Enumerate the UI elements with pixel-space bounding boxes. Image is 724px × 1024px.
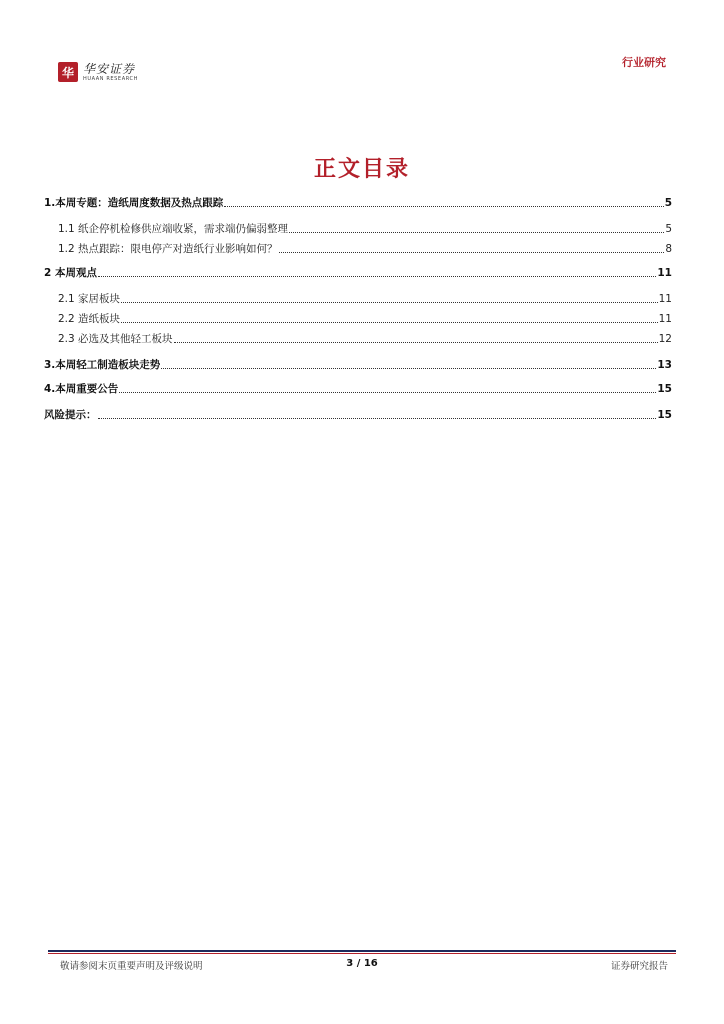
- toc-entry-label: 2.1 家居板块: [58, 293, 121, 305]
- toc-entry-label: 4.本周重要公告: [44, 383, 119, 395]
- toc-dot-leader: [121, 312, 658, 323]
- toc-entry-page: 11: [658, 293, 672, 305]
- toc-dot-leader: [279, 242, 665, 253]
- toc-entry[interactable]: [58, 222, 672, 236]
- toc-entry-label: 2.3 必选及其他轻工板块: [58, 333, 173, 345]
- toc-entry-page: 11: [658, 313, 672, 325]
- toc-entry-page: 11: [657, 267, 672, 279]
- footer-divider-accent: [48, 953, 676, 954]
- toc-entry[interactable]: [58, 242, 672, 256]
- toc-dot-leader: [174, 332, 658, 343]
- toc-entry-label: 2 本周观点: [44, 267, 97, 279]
- toc-entry[interactable]: [44, 382, 672, 396]
- toc-entry[interactable]: [44, 266, 672, 280]
- toc-entry-label: 1.2 热点跟踪：限电停产对造纸行业影响如何？: [58, 243, 278, 255]
- logo-text: [83, 62, 138, 83]
- toc-entry-label: 风险提示：: [44, 409, 97, 421]
- toc-dot-leader: [98, 266, 656, 277]
- toc-entry-label: 3.本周轻工制造板块走势: [44, 359, 161, 371]
- toc-entry-page: 8: [665, 243, 672, 255]
- toc-dot-leader: [119, 382, 656, 393]
- company-logo: [58, 60, 138, 84]
- toc-entry-label: 1.1 纸企停机检修供应端收紧，需求端仍偏弱整理: [58, 223, 289, 235]
- toc-entry[interactable]: [58, 292, 672, 306]
- toc-entry[interactable]: [44, 196, 672, 210]
- toc-entry[interactable]: [58, 312, 672, 326]
- toc-entry[interactable]: [44, 408, 672, 422]
- toc-entry-page: 13: [657, 359, 672, 371]
- page-title: 正文目录: [313, 156, 410, 182]
- toc-entry-label: 2.2 造纸板块: [58, 313, 121, 325]
- toc-entry-page: 12: [658, 333, 672, 345]
- logo-chinese-name: 华安证券: [83, 61, 136, 76]
- page-number: 3 / 16: [346, 958, 378, 969]
- toc-entry[interactable]: [44, 358, 672, 372]
- toc-dot-leader: [161, 358, 656, 369]
- toc-entry[interactable]: [58, 332, 672, 346]
- logo-english-name: HUAAN RESEARCH: [83, 75, 138, 82]
- toc-dot-leader: [224, 196, 663, 207]
- logo-seal-icon: 华: [58, 62, 78, 82]
- toc-dot-leader: [289, 222, 664, 233]
- toc-entry-page: 5: [664, 197, 672, 209]
- footer-report-type: 证券研究报告: [610, 961, 668, 972]
- toc-entry-page: 15: [657, 409, 672, 421]
- document-type-label: 行业研究: [622, 56, 666, 69]
- footer-disclaimer: 敬请参阅末页重要声明及评级说明: [60, 961, 203, 972]
- toc-entry-page: 15: [657, 383, 672, 395]
- toc-entry-label: 1.本周专题：造纸周度数据及热点跟踪: [44, 197, 224, 209]
- toc-dot-leader: [98, 408, 657, 419]
- footer-divider: [48, 950, 676, 952]
- toc-dot-leader: [121, 292, 658, 303]
- page-header: [0, 0, 724, 100]
- toc-entry-page: 5: [665, 223, 672, 235]
